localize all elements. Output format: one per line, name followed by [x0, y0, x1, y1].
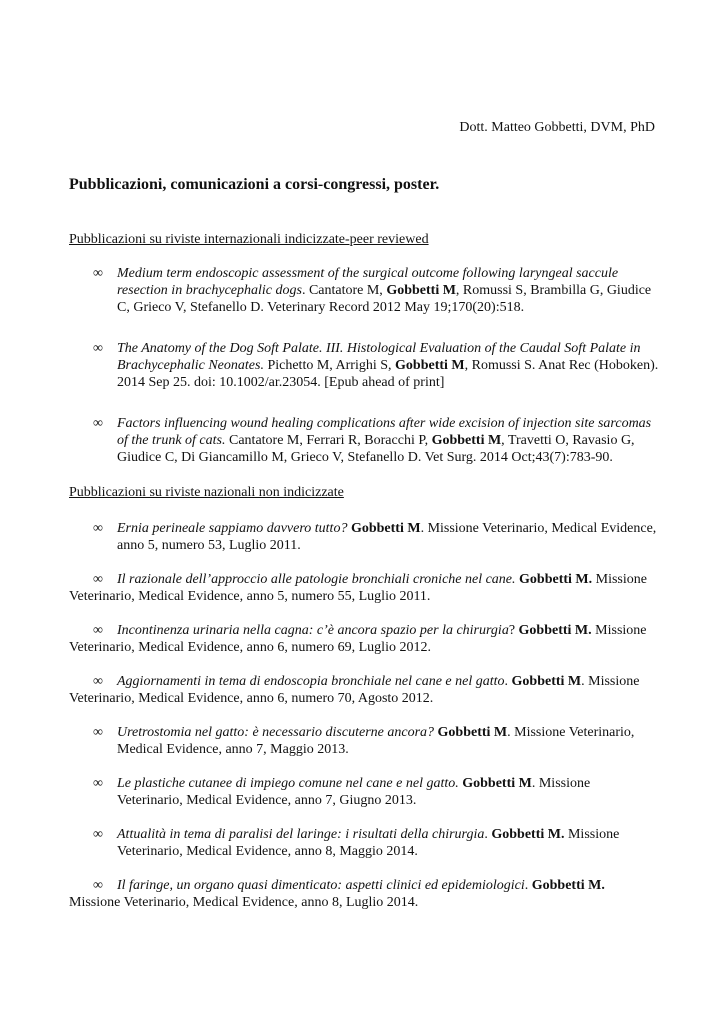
infinity-bullet-icon: ∞: [93, 416, 103, 431]
infinity-bullet-icon: ∞: [93, 878, 103, 893]
publication-author-highlight: Gobbetti M.: [531, 878, 605, 893]
publication-item: [69, 571, 659, 605]
publication-citation: , Romussi S, Brambilla G, Giudice C, Grieco V, Stefanello D. Veterinary Record 2012 May 19;170(20):518.: [117, 283, 652, 315]
infinity-bullet-icon: ∞: [93, 827, 103, 842]
publication-item: ∞ Medium term endoscopic assessment of the surgical outcome following laryngeal saccule resection in brachycephalic dogs. Cantatore M, Gobbetti M, Romussi S, Brambilla G, Giudice C, Grieco V, Stefanello D. Veterinary Record 2012 May 19;170(20):518.: [93, 266, 652, 315]
publication-author-highlight: Gobbetti M: [395, 358, 465, 373]
publication-author-highlight: Gobbetti M: [350, 521, 421, 536]
infinity-bullet-icon: ∞: [93, 776, 103, 791]
publication-citation: . Missione Veterinario, Medical Evidence, anno 7, Giugno 2013.: [117, 776, 591, 808]
publication-citation: , Travetti O, Ravasio G, Giudice C, Di Giancamillo M, Grieco V, Stefanello D. Vet Surg. 2014 Oct;43(7):783-90.: [117, 433, 635, 465]
publication-coauthors: Cantatore M,: [308, 283, 387, 298]
publication-item: ∞ Il faringe, un organo quasi dimenticato: aspetti clinici ed epidemiologici. Gobbetti M. Missione Veterinario, Medical Evidence, anno 8, Luglio 2014.: [69, 878, 605, 910]
publication-author-highlight: Gobbetti M: [431, 433, 502, 448]
publication-list-international: [69, 265, 659, 466]
publication-title: Le plastiche cutanee di impiego comune nel cane e nel gatto.: [117, 776, 459, 791]
publication-title: Factors influencing wound healing complications after wide excision of injection site sarcomas of the trunk of cats.: [117, 416, 652, 448]
publication-coauthors: Pichetto M, Arrighi S,: [267, 358, 396, 373]
publication-item: [69, 775, 659, 809]
publication-title: Attualità in tema di paralisi del laringe: i risultati della chirurgia: [117, 827, 485, 842]
publication-author-highlight: Gobbetti M: [462, 776, 532, 791]
publication-title: The Anatomy of the Dog Soft Palate. III. Histological Evaluation of the Caudal Soft Palate in Brachycephalic Neonates.: [117, 341, 641, 373]
author-line: Dott. Matteo Gobbetti, DVM, PhD: [459, 120, 655, 135]
publication-item: ∞ Incontinenza urinaria nella cagna: c’è ancora spazio per la chirurgia? Gobbetti M. Missione Veterinario, Medical Evidence, anno 6, numero 69, Luglio 2012.: [69, 623, 647, 655]
infinity-bullet-icon: ∞: [93, 521, 103, 536]
publication-author-highlight: Gobbetti M.: [518, 623, 592, 638]
publication-citation: Missione Veterinario, Medical Evidence, anno 5, numero 55, Luglio 2011.: [69, 572, 647, 604]
publication-item: [69, 520, 659, 554]
publication-citation: . Missione Veterinario, Medical Evidence, anno 6, numero 70, Agosto 2012.: [69, 674, 640, 706]
publication-author-highlight: Gobbetti M.: [491, 827, 565, 842]
publication-title: Incontinenza urinaria nella cagna: c’è ancora spazio per la chirurgia: [117, 623, 509, 638]
publication-list-national: [69, 520, 659, 911]
publication-citation: . Missione Veterinario, Medical Evidence, anno 7, Maggio 2013.: [117, 725, 635, 757]
publication-author-highlight: Gobbetti M: [437, 725, 508, 740]
publication-title: Il razionale dell’approccio alle patologie bronchiali croniche nel cane.: [117, 572, 516, 587]
publication-citation: Missione Veterinario, Medical Evidence, anno 8, Maggio 2014.: [117, 827, 620, 859]
section-heading-international: Pubblicazioni su riviste internazionali indicizzate-peer reviewed: [69, 232, 429, 247]
publication-title: Medium term endoscopic assessment of the surgical outcome following laryngeal saccule resection in brachycephalic dogs: [117, 266, 619, 298]
publication-citation: Missione Veterinario, Medical Evidence, anno 6, numero 69, Luglio 2012.: [69, 623, 647, 655]
publication-item: ∞ Attualità in tema di paralisi del laringe: i risultati della chirurgia. Gobbetti M. Missione Veterinario, Medical Evidence, anno 8, Maggio 2014.: [93, 827, 620, 859]
publication-item: [69, 724, 659, 758]
infinity-bullet-icon: ∞: [93, 725, 103, 740]
publication-title: Uretrostomia nel gatto: è necessario discuterne ancora?: [117, 725, 435, 740]
infinity-bullet-icon: ∞: [93, 674, 103, 689]
infinity-bullet-icon: ∞: [93, 572, 103, 587]
publication-item: [69, 415, 659, 466]
publication-citation: Missione Veterinario, Medical Evidence, anno 8, Luglio 2014.: [69, 895, 419, 910]
publication-coauthors: Cantatore M, Ferrari R, Boracchi P,: [229, 433, 432, 448]
infinity-bullet-icon: ∞: [93, 266, 103, 281]
publication-title: Aggiornamenti in tema di endoscopia bronchiale nel cane e nel gatto: [117, 674, 505, 689]
infinity-bullet-icon: ∞: [93, 341, 103, 356]
publication-author-highlight: Gobbetti M.: [519, 572, 593, 587]
page-title: Pubblicazioni, comunicazioni a corsi-congressi, poster.: [69, 176, 440, 193]
publication-title: Ernia perineale sappiamo davvero tutto?: [117, 521, 348, 536]
publication-author-highlight: Gobbetti M: [386, 283, 456, 298]
section-heading-national: Pubblicazioni su riviste nazionali non indicizzate: [69, 485, 344, 500]
publication-citation: , Romussi S. Anat Rec (Hoboken). 2014 Sep 25. doi: 10.1002/ar.23054. [Epub ahead of print]: [117, 358, 659, 390]
publication-citation: . Missione Veterinario, Medical Evidence, anno 5, numero 53, Luglio 2011.: [117, 521, 657, 553]
publication-item: ∞ Aggiornamenti in tema di endoscopia bronchiale nel cane e nel gatto. Gobbetti M. Missione Veterinario, Medical Evidence, anno 6, numero 70, Agosto 2012.: [69, 674, 640, 706]
infinity-bullet-icon: ∞: [93, 623, 103, 638]
publication-item: [69, 340, 659, 391]
publication-author-highlight: Gobbetti M: [511, 674, 582, 689]
publication-title: Il faringe, un organo quasi dimenticato: aspetti clinici ed epidemiologici: [117, 878, 525, 893]
